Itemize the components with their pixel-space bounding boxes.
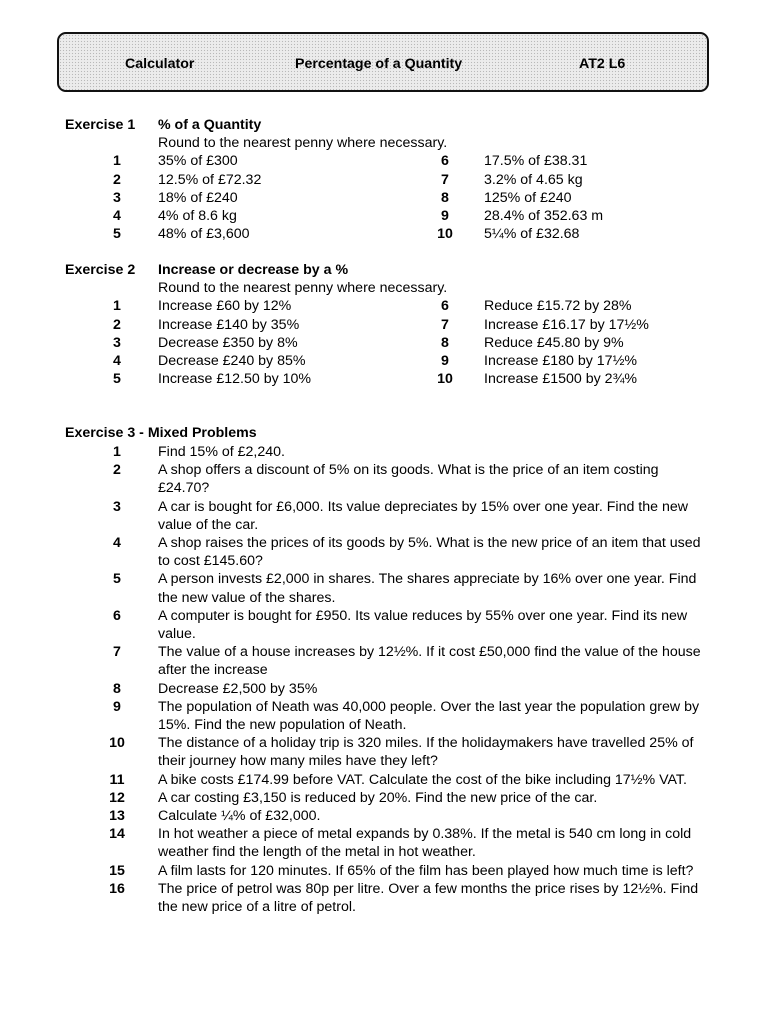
- list-item: [0, 825, 768, 861]
- question-text: 3.2% of 4.65 kg: [484, 171, 583, 188]
- question-number: 9: [441, 352, 449, 369]
- list-item: [0, 370, 768, 388]
- list-item: [0, 225, 768, 243]
- problem-number: 4: [113, 535, 121, 552]
- problem-text: A film lasts for 120 minutes. If 65% of the film has been played how much time is left?: [158, 862, 694, 879]
- list-item: [0, 862, 768, 880]
- question-number: 9: [441, 207, 449, 224]
- problem-text: Decrease £2,500 by 35%: [158, 680, 318, 697]
- question-text: Increase £1500 by 2¾%: [484, 371, 638, 388]
- list-item: [0, 316, 768, 334]
- list-item: [0, 570, 768, 606]
- list-item: [0, 698, 768, 734]
- problem-text: A bike costs £174.99 before VAT. Calculate the cost of the bike including 17½% VAT.: [158, 771, 687, 788]
- question-text: Reduce £15.72 by 28%: [484, 298, 632, 315]
- problem-number: 2: [113, 462, 121, 479]
- list-item: [0, 461, 768, 497]
- question-text: 35% of £300: [158, 153, 238, 170]
- problem-number: 13: [109, 808, 125, 825]
- question-number: 3: [113, 189, 121, 206]
- header-box: [57, 32, 709, 92]
- list-item: [0, 771, 768, 789]
- problem-number: 3: [113, 498, 121, 515]
- problem-number: 10: [109, 735, 125, 752]
- problem-text: The price of petrol was 80p per litre. Over a few months the price rises by 12½%. Find the new price of a litre of petrol.: [158, 880, 699, 916]
- question-text: 18% of £240: [158, 189, 238, 206]
- question-text: 48% of £3,600: [158, 226, 250, 243]
- problem-text: A car costing £3,150 is reduced by 20%. Find the new price of the car.: [158, 789, 598, 806]
- question-number: 4: [113, 207, 121, 224]
- question-number: 5: [113, 371, 121, 388]
- problem-number: 12: [109, 789, 125, 806]
- question-text: 17.5% of £38.31: [484, 153, 588, 170]
- question-text: Increase £16.17 by 17½%: [484, 316, 649, 333]
- problem-number: 8: [113, 680, 121, 697]
- problem-number: 16: [109, 880, 125, 897]
- problem-text: A shop offers a discount of 5% on its goods. What is the price of an item costing £24.70?: [158, 462, 659, 497]
- problem-text: Find 15% of £2,240.: [158, 444, 285, 460]
- problem-text: A shop raises the prices of its goods by 5%. What is the new price of an item that used to cost £145.60?: [158, 535, 701, 570]
- problem-text: A car is bought for £6,000. Its value depreciates by 15% over one year. Find the new value of the car.: [158, 498, 688, 533]
- problem-number: 11: [109, 771, 125, 788]
- question-text: 12.5% of £72.32: [158, 171, 262, 188]
- question-text: 125% of £240: [484, 189, 572, 206]
- question-number: 4: [113, 352, 121, 369]
- exercise-2-instruction: Round to the nearest penny where necessary.: [158, 280, 448, 297]
- problem-number: 6: [113, 607, 121, 624]
- problem-text: The value of a house increases by 12½%. If it cost £50,000 find the value of the house after the increase: [158, 644, 701, 679]
- question-text: Increase £60 by 12%: [158, 298, 292, 315]
- problem-text: A person invests £2,000 in shares. The shares appreciate by 16% over one year. Find the new value of the shares.: [158, 571, 697, 606]
- question-number: 8: [441, 189, 449, 206]
- question-number: 2: [113, 316, 121, 333]
- question-number: 7: [441, 316, 449, 333]
- exercise-1-label: Exercise 1: [65, 117, 136, 133]
- list-item: [0, 498, 768, 534]
- question-text: 4% of 8.6 kg: [158, 207, 237, 224]
- header-subject: Calculator: [125, 56, 195, 72]
- list-item: [0, 334, 768, 352]
- list-item: [0, 643, 768, 679]
- exercise-2-label: Exercise 2: [65, 262, 136, 278]
- list-item: [0, 734, 768, 770]
- question-number: 10: [437, 226, 453, 243]
- question-text: 5¼% of £32.68: [484, 226, 580, 243]
- exercise-2: [0, 261, 768, 388]
- question-text: Increase £180 by 17½%: [484, 352, 638, 369]
- question-text: 28.4% of 352.63 m: [484, 207, 604, 224]
- question-number: 7: [441, 171, 449, 188]
- list-item: [0, 807, 768, 825]
- question-text: Increase £140 by 35%: [158, 316, 300, 333]
- problem-text: In hot weather a piece of metal expands by 0.38%. If the metal is 540 cm long in cold weather find the length of the metal in hot weather.: [158, 826, 692, 861]
- list-item: [0, 789, 768, 807]
- problem-number: 5: [113, 571, 121, 588]
- exercise-1-instruction: Round to the nearest penny where necessary.: [158, 135, 448, 152]
- list-item: [0, 352, 768, 370]
- question-number: 8: [441, 334, 449, 351]
- question-text: Reduce £45.80 by 9%: [484, 334, 624, 351]
- question-number: 3: [113, 334, 121, 351]
- exercise-3-problem-list: [0, 443, 768, 916]
- header-title: Percentage of a Quantity: [295, 56, 463, 72]
- problem-text: A computer is bought for £950. Its value reduces by 55% over one year. Find its new value.: [158, 607, 688, 643]
- problem-text: The population of Neath was 40,000 people. Over the last year the population grew by 15%. Find the new population of Neath.: [158, 698, 700, 734]
- list-item: [0, 297, 768, 315]
- header-level: AT2 L6: [579, 56, 626, 72]
- problem-text: Calculate ¼% of £32,000.: [158, 808, 321, 825]
- question-number: 6: [441, 153, 449, 170]
- list-item: [0, 189, 768, 207]
- problem-number: 15: [109, 862, 125, 879]
- question-number: 1: [113, 298, 121, 315]
- list-item: [0, 171, 768, 189]
- list-item: [0, 607, 768, 643]
- exercise-1: [0, 116, 768, 243]
- problem-number: 7: [113, 644, 121, 661]
- list-item: [0, 207, 768, 225]
- question-number: 10: [437, 371, 453, 388]
- problem-text: The distance of a holiday trip is 320 miles. If the holidaymakers have travelled 25% of their journey how many miles have they left?: [158, 735, 694, 770]
- list-item: [0, 680, 768, 698]
- question-text: Decrease £350 by 8%: [158, 334, 298, 351]
- exercise-3-title: Exercise 3 - Mixed Problems: [65, 425, 257, 441]
- problem-number: 9: [113, 698, 121, 715]
- question-number: 6: [441, 298, 449, 315]
- list-item: [0, 152, 768, 170]
- problem-number: 1: [113, 444, 121, 460]
- problem-number: 14: [109, 826, 125, 843]
- exercise-1-title: % of a Quantity: [158, 117, 262, 133]
- list-item: [0, 443, 768, 461]
- question-number: 2: [113, 171, 121, 188]
- exercise-3: [0, 424, 768, 442]
- question-number: 1: [113, 153, 121, 170]
- exercise-2-title: Increase or decrease by a %: [158, 262, 349, 278]
- list-item: [0, 880, 768, 916]
- question-number: 5: [113, 226, 121, 243]
- question-text: Increase £12.50 by 10%: [158, 371, 312, 388]
- question-text: Decrease £240 by 85%: [158, 352, 306, 369]
- list-item: [0, 534, 768, 570]
